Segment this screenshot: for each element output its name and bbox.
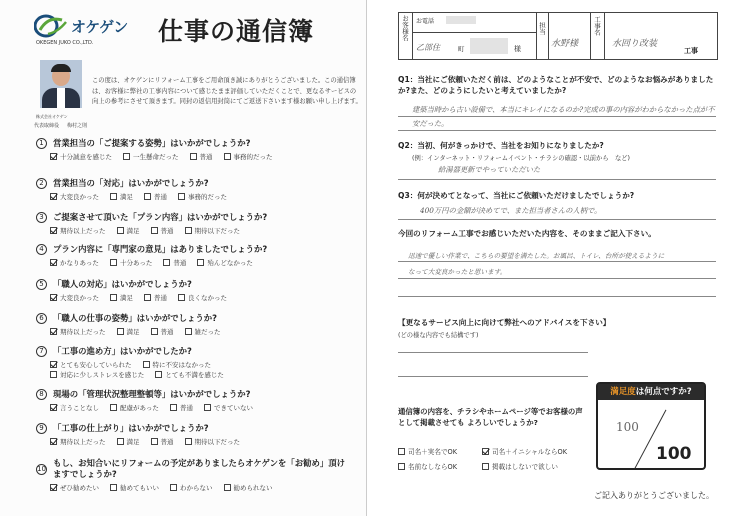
address-text: 乙部住: [416, 43, 440, 52]
checkbox-icon[interactable]: [117, 328, 124, 335]
checked-checkbox-icon[interactable]: [50, 227, 57, 234]
score-box: [596, 382, 706, 470]
question-number: 3: [36, 212, 47, 223]
checkbox-icon[interactable]: [197, 259, 204, 266]
option-item[interactable]: [50, 151, 112, 161]
option-item[interactable]: [50, 225, 106, 235]
option-item[interactable]: [185, 436, 241, 446]
question-heading: [36, 312, 356, 324]
option-label: 普通: [173, 258, 187, 267]
question-heading: [36, 345, 356, 357]
intro-text: この度は、オケゲンにリフォーム工事をご用命頂き誠にありがとうございました。この通信簿は、お客様に弊社の工事内容について感じたまま評価していただくことで、更なるサービスの向上の参考にさせて頂きます。同封の返信用封筒にてご返送下さいます様お願い申し上げます。: [92, 77, 362, 105]
question-text: 営業担当の「ご提案する姿勢」はいかがでしょうか?: [53, 138, 251, 148]
checkbox-icon[interactable]: [482, 463, 489, 470]
question-heading: [36, 422, 356, 434]
option-item[interactable]: [50, 359, 132, 369]
checked-checkbox-icon[interactable]: [50, 193, 57, 200]
option-label: かなりあった: [60, 258, 99, 267]
option-item[interactable]: [110, 482, 159, 492]
option-item[interactable]: [190, 151, 213, 161]
signature-name: 梅村之則: [67, 123, 88, 129]
option-group: [50, 436, 356, 446]
question-heading: [36, 243, 356, 255]
score-title-prefix: 満足度: [610, 387, 636, 397]
permission-option[interactable]: [398, 446, 457, 456]
checkbox-icon[interactable]: [151, 227, 158, 234]
q3-answer: 400万円の金額が決めてで、また担当者さんの人柄で。: [420, 206, 602, 215]
question-3: [36, 211, 356, 235]
company-logo: [34, 14, 128, 38]
option-item[interactable]: [50, 326, 106, 336]
option-item[interactable]: [50, 482, 99, 492]
checkbox-icon[interactable]: [170, 484, 177, 491]
checkbox-icon[interactable]: [190, 153, 197, 160]
option-label: 対応に少しストレスを感じた: [60, 370, 145, 379]
free-answer-1: 迅速で優しい作業で、こちらの要望を満たした。お風呂、トイレ、台所が使えるように: [408, 252, 665, 260]
option-label: 期待以下だった: [194, 226, 240, 235]
option-label: 大変良かった: [60, 293, 99, 302]
option-label: 満足: [126, 437, 140, 446]
option-item[interactable]: [170, 482, 213, 492]
advice-line-2: [398, 376, 588, 377]
checked-checkbox-icon[interactable]: [50, 404, 57, 411]
option-item[interactable]: [123, 151, 179, 161]
question-number: 6: [36, 313, 47, 324]
phone-redacted: [446, 16, 476, 24]
question-text: 現場の「管理状況整理整頓等」はいかがでしょうか?: [53, 389, 251, 399]
q2-note: (例：インターネット・リフォームイベント・チラシの確認・以前から など): [412, 155, 630, 162]
question-heading: [36, 137, 356, 149]
question-text: 「職人の仕事の姿勢」はいかがでしょうか?: [53, 313, 217, 323]
checkbox-icon[interactable]: [178, 294, 185, 301]
option-label: 満足: [120, 293, 133, 302]
signature-company: 株式会社オケゲン: [36, 114, 68, 119]
option-group: [50, 482, 356, 492]
option-label: 普通: [160, 226, 174, 235]
option-label: 普通: [160, 437, 174, 446]
work-suffix: 工事: [684, 47, 698, 55]
q2-answer: 給湯器更新でやっていただいた: [438, 165, 541, 174]
option-item[interactable]: [185, 225, 241, 235]
checkbox-icon[interactable]: [151, 328, 158, 335]
checked-checkbox-icon[interactable]: [50, 484, 57, 491]
staff-name: 水野様: [551, 39, 579, 49]
option-item[interactable]: [151, 225, 174, 235]
option-item[interactable]: [110, 402, 159, 412]
option-label: 事務的だった: [233, 152, 273, 161]
option-item[interactable]: [50, 292, 99, 302]
q2-line: [398, 179, 716, 180]
option-label: 満足: [126, 327, 140, 336]
option-group: [50, 225, 356, 235]
permission-option-label: 名前なしならOK: [408, 463, 458, 471]
question-10: [36, 458, 356, 492]
question-8: [36, 388, 356, 412]
checked-checkbox-icon[interactable]: [482, 448, 489, 455]
page-title: 仕事の通信簿: [158, 17, 315, 46]
signature-role: 代表取締役: [34, 123, 60, 129]
question-heading: [36, 388, 356, 400]
option-item[interactable]: [117, 436, 140, 446]
question-number: 5: [36, 279, 47, 290]
option-group: [50, 326, 356, 336]
checkbox-icon[interactable]: [144, 294, 151, 301]
checkbox-icon[interactable]: [170, 404, 177, 411]
option-label: 勧められない: [233, 483, 273, 492]
advice-line-1: [398, 352, 588, 353]
question-heading: [36, 458, 356, 480]
checkbox-icon[interactable]: [143, 361, 150, 368]
question-4: [36, 243, 356, 267]
q2-label: Q2：当初、何がきっかけで、当社をお知りになりましたか?: [398, 141, 604, 150]
question-text: 「工事の進め方」はいかがでしたか?: [53, 346, 192, 356]
checked-checkbox-icon[interactable]: [50, 153, 57, 160]
checkbox-icon[interactable]: [110, 294, 117, 301]
option-label: 期待以上だった: [60, 327, 106, 336]
option-label: 大変良かった: [60, 192, 99, 201]
option-label: 一生懸命だった: [133, 152, 179, 161]
option-item[interactable]: [110, 191, 133, 201]
option-item[interactable]: [151, 326, 174, 336]
option-label: とても不満を感じた: [165, 370, 224, 379]
option-label: 十分あった: [119, 258, 153, 267]
option-item[interactable]: [204, 402, 253, 412]
permission-option[interactable]: [482, 446, 567, 456]
option-item[interactable]: [178, 191, 227, 201]
question-1: [36, 137, 356, 161]
checkbox-icon[interactable]: [110, 193, 117, 200]
checked-checkbox-icon[interactable]: [50, 294, 57, 301]
option-item[interactable]: [170, 402, 193, 412]
option-group: [50, 402, 356, 412]
question-heading: [36, 177, 356, 189]
option-item[interactable]: [143, 359, 212, 369]
question-6: [36, 312, 356, 336]
advice-label: 【更なるサービス向上に向けて弊社へのアドバイスを下さい】: [398, 318, 611, 327]
q3-line: [398, 219, 716, 220]
question-heading: [36, 211, 356, 223]
option-label: 満足: [120, 192, 133, 201]
option-item[interactable]: [185, 326, 221, 336]
q1-line-2: [398, 130, 716, 131]
free-line-1: [398, 261, 716, 262]
option-item[interactable]: [110, 292, 133, 302]
checked-checkbox-icon[interactable]: [50, 438, 57, 445]
checkbox-icon[interactable]: [117, 227, 124, 234]
checkbox-icon[interactable]: [185, 438, 192, 445]
question-number: 2: [36, 178, 47, 189]
question-number: 9: [36, 423, 47, 434]
question-number: 4: [36, 244, 47, 255]
option-item[interactable]: [50, 436, 106, 446]
option-label: 特に不安はなかった: [152, 360, 211, 369]
option-item[interactable]: [197, 257, 253, 267]
question-text: 「職人の対応」はいかがでしょうか?: [53, 279, 192, 289]
question-number: 10: [37, 464, 46, 473]
question-7: [36, 345, 356, 379]
question-text: ご提案させて頂いた「プラン内容」はいかがでしょうか?: [53, 212, 268, 222]
option-item[interactable]: [50, 191, 99, 201]
option-group: [50, 191, 356, 201]
checkbox-icon[interactable]: [178, 193, 185, 200]
permission-label: 通信簿の内容を、チラシやホームページ等でお客様の声として掲載させても よろしいでしょうか?: [398, 407, 583, 427]
checkbox-icon[interactable]: [155, 371, 162, 378]
checkbox-icon[interactable]: [224, 153, 231, 160]
option-label: 配慮があった: [120, 403, 159, 412]
checkbox-icon[interactable]: [185, 328, 192, 335]
option-item[interactable]: [224, 482, 273, 492]
question-5: [36, 278, 356, 302]
option-item[interactable]: [224, 151, 273, 161]
score-title-mid: は何点ですか?: [635, 387, 692, 397]
checkbox-icon[interactable]: [144, 193, 151, 200]
option-item[interactable]: [151, 436, 174, 446]
permission-option-label: 司名＋イニシャルならOK: [492, 448, 568, 456]
option-label: 普通: [179, 403, 193, 412]
option-item[interactable]: [178, 292, 227, 302]
option-item[interactable]: [50, 402, 99, 412]
checkbox-icon[interactable]: [117, 438, 124, 445]
option-group: [50, 292, 356, 302]
free-line-3: [398, 296, 716, 297]
option-item[interactable]: [144, 191, 167, 201]
checked-checkbox-icon[interactable]: [50, 328, 57, 335]
staff-label: 担当: [538, 22, 546, 35]
checkbox-icon[interactable]: [204, 404, 211, 411]
q1-label: Q1：当社にご依頼いただく前は、どのようなことが不安で、どのようなお悩みがありましたか?また、どのようにしたいと考えていましたか?: [398, 75, 714, 95]
option-label: 事務的だった: [188, 192, 227, 201]
option-group: [50, 359, 290, 379]
checkbox-icon[interactable]: [163, 259, 170, 266]
option-label: 普通: [154, 192, 167, 201]
checkbox-icon[interactable]: [110, 404, 117, 411]
checkbox-icon[interactable]: [50, 371, 57, 378]
option-group: [50, 257, 356, 267]
town-label: 町: [458, 45, 465, 53]
option-item[interactable]: [163, 257, 186, 267]
question-text: 「工事の仕上がり」はいかがでしょうか?: [53, 423, 209, 433]
free-line-2: [398, 278, 716, 279]
option-label: 期待以上だった: [60, 437, 106, 446]
checkbox-icon[interactable]: [398, 448, 405, 455]
option-label: 期待以下だった: [194, 437, 240, 446]
question-text: プラン内容に「専門家の意見」はありましたでしょうか?: [53, 244, 268, 254]
question-number: 1: [36, 138, 47, 149]
checked-checkbox-icon[interactable]: [50, 259, 57, 266]
question-heading: [36, 278, 356, 290]
checkbox-icon[interactable]: [110, 259, 117, 266]
option-group: [50, 151, 356, 161]
option-label: 言うことなし: [60, 403, 99, 412]
option-label: 普通: [199, 152, 213, 161]
q1-line-1: [398, 116, 716, 117]
permission-option-label: 司名＋実名でOK: [408, 448, 458, 456]
logo-brand-text: オケゲン: [71, 17, 128, 36]
option-label: 期待以上だった: [60, 226, 106, 235]
option-item[interactable]: [144, 292, 167, 302]
option-label: できていない: [213, 403, 253, 412]
option-label: ぜひ勧めたい: [60, 483, 99, 492]
score-handwritten: 100: [616, 420, 639, 434]
option-item[interactable]: [117, 326, 140, 336]
work-name: 水回り改装: [612, 39, 658, 49]
q1-answer: 建築当時から古い設備で、本当にキレイになるのか?完成の事の内容がわからなかった点が不安だった。: [412, 105, 715, 128]
free-label: 今回のリフォーム工事でお感じいただいた内容を、そのままご記入下さい。: [398, 229, 656, 238]
option-label: 普通: [154, 293, 167, 302]
sama-label: 様: [514, 45, 521, 53]
logo-sub-text: OKEGEN JUKO CO.,LTD.: [36, 40, 94, 46]
option-label: 十分誠意を感じた: [60, 152, 112, 161]
option-label: 殆んどなかった: [207, 258, 253, 267]
question-9: [36, 422, 356, 446]
checkbox-icon[interactable]: [151, 438, 158, 445]
work-label: 工事名: [593, 16, 601, 36]
free-answer-2: なって大変良かったと思います。: [408, 268, 507, 276]
permission-option[interactable]: [482, 461, 558, 471]
checked-checkbox-icon[interactable]: [50, 361, 57, 368]
option-label: とても安心していられた: [60, 360, 132, 369]
advice-note: (どの様な内容でも結構です): [398, 332, 479, 339]
q3-label: Q3：何が決めてとなって、当社にご依頼いただけましたでしょうか?: [398, 191, 635, 200]
checkbox-icon[interactable]: [110, 484, 117, 491]
checkbox-icon[interactable]: [185, 227, 192, 234]
president-photo: [40, 60, 82, 108]
thanks-text: ご記入ありがとうございました。: [594, 491, 714, 500]
option-label: 良くなかった: [188, 293, 227, 302]
logo-mark-icon: [34, 14, 68, 38]
question-text: もし、お知合いにリフォームの予定がありましたらオケゲンを「お勧め」頂けますでしょうか?: [53, 458, 346, 479]
permission-option[interactable]: [398, 461, 457, 471]
option-label: 満足: [126, 226, 140, 235]
checkbox-icon[interactable]: [224, 484, 231, 491]
customer-label: お客様名: [401, 15, 409, 41]
permission-option-label: 掲載はしないで欲しい: [492, 463, 558, 471]
question-2: [36, 177, 356, 201]
name-redacted: [470, 38, 508, 54]
option-item[interactable]: [155, 369, 224, 379]
signature-block: [34, 122, 87, 129]
question-text: 営業担当の「対応」はいかがでしょうか?: [53, 178, 209, 188]
option-label: 雑だった: [194, 327, 221, 336]
option-item[interactable]: [110, 257, 152, 267]
checkbox-icon[interactable]: [123, 153, 130, 160]
option-item[interactable]: [117, 225, 140, 235]
option-item[interactable]: [50, 257, 99, 267]
question-number: 8: [36, 389, 47, 400]
option-label: わからない: [180, 483, 213, 492]
checkbox-icon[interactable]: [398, 463, 405, 470]
score-max: 100: [656, 444, 692, 464]
option-label: 普通: [160, 327, 174, 336]
option-item[interactable]: [50, 369, 144, 379]
option-label: 勧めてもいい: [120, 483, 159, 492]
phone-label: お電話: [416, 18, 435, 25]
question-number: 7: [36, 346, 47, 357]
score-title: [598, 384, 704, 400]
